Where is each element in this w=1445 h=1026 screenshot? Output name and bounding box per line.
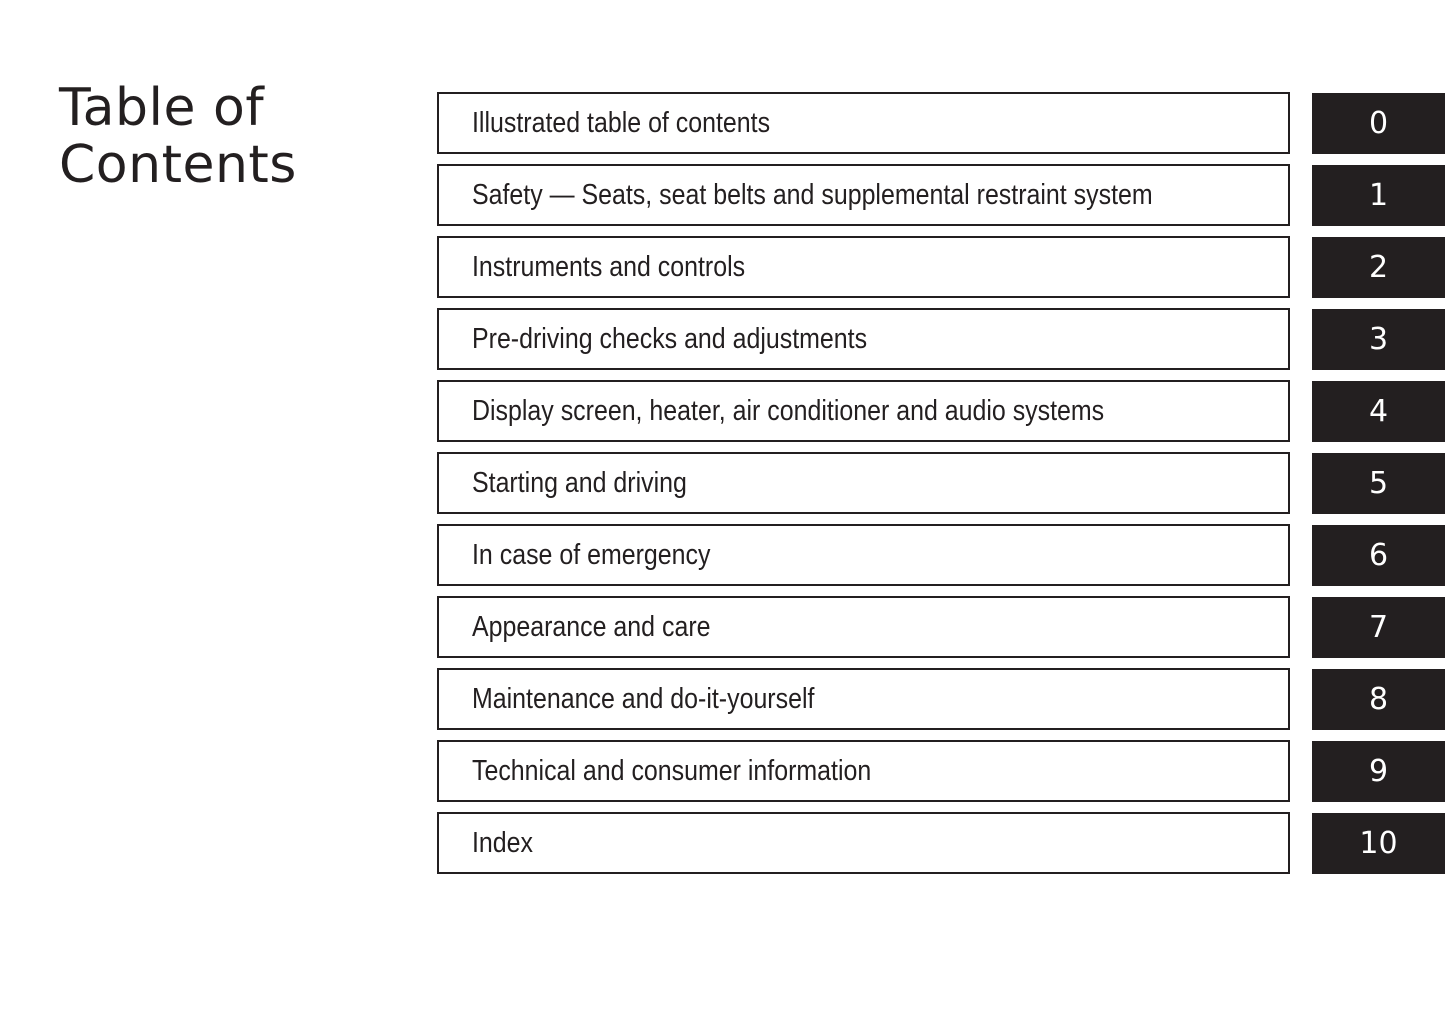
section-tab-2[interactable]: 2 (1312, 237, 1445, 298)
toc-entry-label: Illustrated table of contents (472, 107, 771, 139)
toc-entry-safety[interactable] (437, 164, 1445, 226)
toc-entry-pre-driving[interactable] (437, 308, 1445, 370)
section-tab-0[interactable]: 0 (1312, 93, 1445, 154)
toc-entry-box[interactable] (437, 236, 1290, 298)
section-tab-1[interactable]: 1 (1312, 165, 1445, 226)
toc-entry-box[interactable] (437, 596, 1290, 658)
toc-entry-box[interactable] (437, 92, 1290, 154)
toc-entry-box[interactable] (437, 812, 1290, 874)
toc-entry-label: Technical and consumer information (472, 755, 872, 787)
toc-entry-label: Display screen, heater, air conditioner and audio systems (472, 395, 1105, 427)
toc-entry-box[interactable] (437, 452, 1290, 514)
toc-entry-label: Starting and driving (472, 467, 687, 499)
page-title-line-2: Contents (59, 135, 297, 195)
toc-entry-box[interactable] (437, 668, 1290, 730)
section-tab-4[interactable]: 4 (1312, 381, 1445, 442)
toc-entry-illustrated-contents[interactable] (437, 92, 1445, 154)
section-tab-10[interactable]: 10 (1312, 813, 1445, 874)
page-title (59, 80, 297, 194)
toc-entry-box[interactable] (437, 308, 1290, 370)
toc-entry-label: In case of emergency (472, 539, 711, 571)
section-tab-6[interactable]: 6 (1312, 525, 1445, 586)
toc-entry-box[interactable] (437, 164, 1290, 226)
section-tab-8[interactable]: 8 (1312, 669, 1445, 730)
toc-entry-technical-info[interactable] (437, 740, 1445, 802)
toc-entry-display-audio[interactable] (437, 380, 1445, 442)
toc-entry-maintenance[interactable] (437, 668, 1445, 730)
toc-entry-box[interactable] (437, 524, 1290, 586)
toc-entry-label: Pre-driving checks and adjustments (472, 323, 868, 355)
section-tab-9[interactable]: 9 (1312, 741, 1445, 802)
toc-list (437, 92, 1445, 884)
page-title-line-1: Table of (59, 78, 265, 138)
section-tab-7[interactable]: 7 (1312, 597, 1445, 658)
toc-entry-appearance-care[interactable] (437, 596, 1445, 658)
toc-entry-label: Instruments and controls (472, 251, 746, 283)
toc-entry-label: Index (472, 827, 534, 859)
toc-entry-label: Appearance and care (472, 611, 711, 643)
toc-entry-starting-driving[interactable] (437, 452, 1445, 514)
toc-entry-index[interactable] (437, 812, 1445, 874)
toc-entry-label: Maintenance and do-it-yourself (472, 683, 815, 715)
toc-entry-emergency[interactable] (437, 524, 1445, 586)
toc-entry-label: Safety — Seats, seat belts and supplemental restraint system (472, 179, 1153, 211)
toc-entry-instruments[interactable] (437, 236, 1445, 298)
toc-entry-box[interactable] (437, 380, 1290, 442)
section-tab-3[interactable]: 3 (1312, 309, 1445, 370)
toc-entry-box[interactable] (437, 740, 1290, 802)
section-tab-5[interactable]: 5 (1312, 453, 1445, 514)
